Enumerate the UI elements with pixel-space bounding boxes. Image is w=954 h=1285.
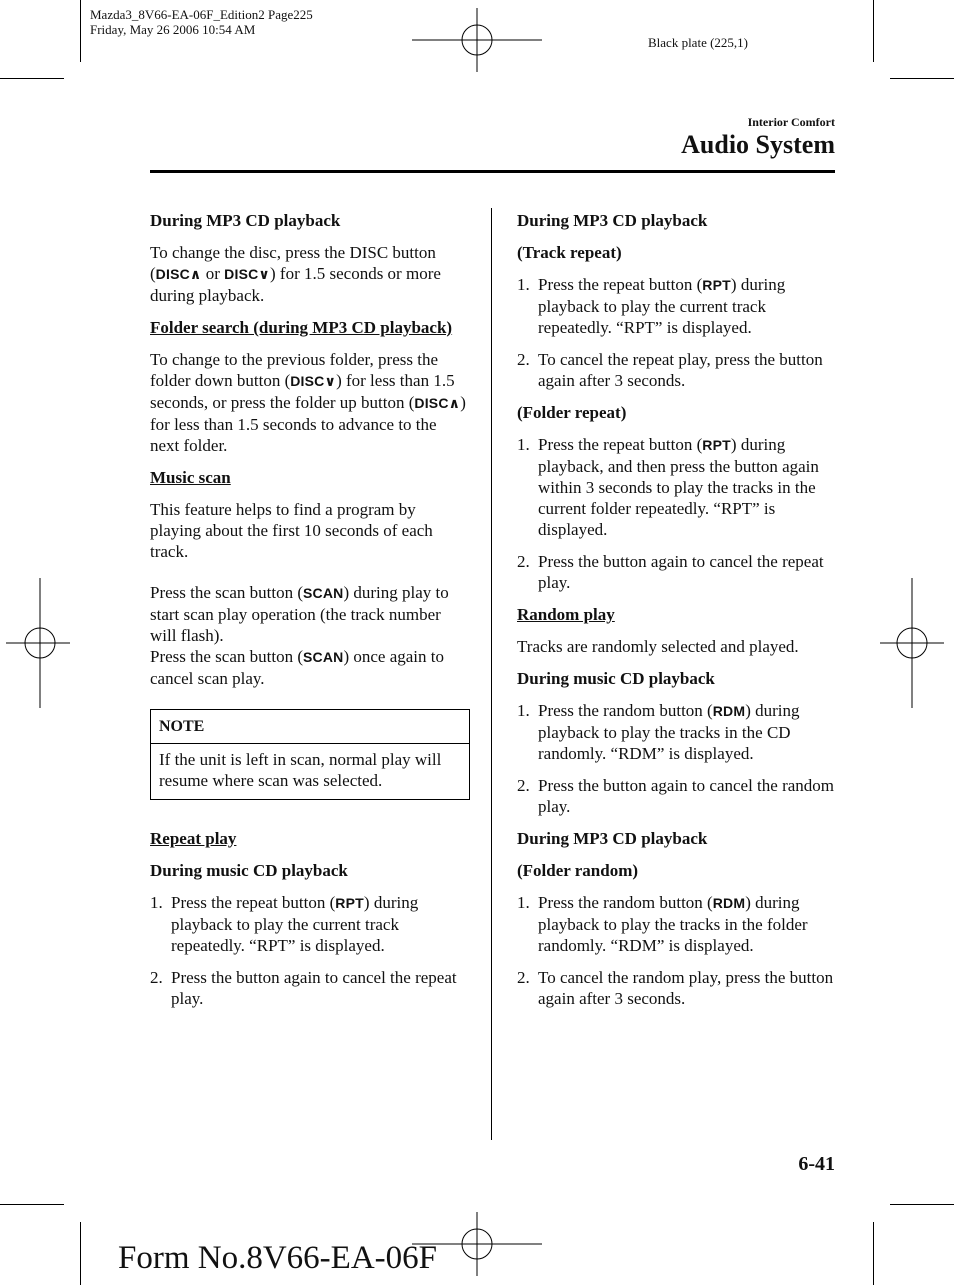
repeat-button-icon: RPT bbox=[702, 437, 731, 453]
left-column bbox=[150, 210, 470, 1020]
file-info-line: Mazda3_8V66-EA-06F_Edition2 Page225 bbox=[90, 7, 313, 22]
heading: During MP3 CD playback bbox=[517, 829, 708, 848]
crop-mark bbox=[873, 0, 874, 62]
paragraph: To change the disc, press the DISC button (DISC∧ or DISC∨) for 1.5 seconds or more during playback. bbox=[150, 243, 441, 305]
registration-mark-icon bbox=[412, 8, 542, 72]
repeat-button-icon: RPT bbox=[335, 895, 364, 911]
subheading: Folder search (during MP3 CD playback) bbox=[150, 318, 453, 337]
repeat-button-icon: RPT bbox=[702, 277, 731, 293]
crop-mark bbox=[0, 78, 64, 79]
heading: (Folder random) bbox=[517, 861, 639, 880]
paragraph: Press the scan button (SCAN) during play to start scan play operation (the track number will flash). bbox=[150, 583, 449, 645]
disc-up-button-icon: DISC∧ bbox=[155, 266, 202, 282]
paragraph: Press the scan button (SCAN) once again to cancel scan play. bbox=[150, 647, 445, 688]
disc-up-button-icon: DISC∧ bbox=[414, 395, 461, 411]
subheading: Repeat play bbox=[150, 829, 237, 848]
paragraph: Tracks are randomly selected and played. bbox=[517, 637, 799, 656]
section-label: Interior Comfort bbox=[747, 115, 835, 129]
list-item: 1. Press the random button (RDM) during playback to play the tracks in the folder randomly. “RDM” is displayed. bbox=[517, 893, 808, 955]
page-title: Audio System bbox=[681, 130, 835, 159]
list-item: 2. Press the button again to cancel the random play. bbox=[517, 776, 834, 816]
page-number: 6-41 bbox=[798, 1153, 835, 1175]
column-divider bbox=[491, 208, 492, 1140]
heading: During MP3 CD playback bbox=[517, 211, 708, 230]
crop-mark bbox=[890, 78, 954, 79]
disc-down-button-icon: DISC∨ bbox=[224, 266, 270, 282]
paragraph: To change to the previous folder, press the folder down button (DISC∨) for less than 1.5 seconds, or press the folder up button (DISC∧) for less than 1.5 seconds to advance to the next folder. bbox=[150, 350, 466, 455]
crop-mark bbox=[80, 1222, 81, 1285]
list-item: 2. Press the button again to cancel the repeat play. bbox=[517, 552, 824, 592]
file-info bbox=[90, 7, 313, 37]
header-rule bbox=[150, 170, 835, 173]
note-body: If the unit is left in scan, normal play will resume where scan was selected. bbox=[159, 750, 442, 790]
crop-mark bbox=[0, 1204, 64, 1205]
random-button-icon: RDM bbox=[712, 703, 746, 719]
list-item: 1. Press the random button (RDM) during playback to play the tracks in the CD randomly. “RDM” is displayed. bbox=[517, 701, 800, 763]
list-item: 2. To cancel the repeat play, press the button again after 3 seconds. bbox=[517, 350, 823, 390]
form-number: Form No.8V66-EA-06F bbox=[118, 1240, 437, 1276]
random-button-icon: RDM bbox=[712, 895, 746, 911]
subheading: Random play bbox=[517, 605, 615, 624]
crop-mark bbox=[80, 0, 81, 62]
list-item: 2. To cancel the random play, press the button again after 3 seconds. bbox=[517, 968, 834, 1008]
crop-mark bbox=[873, 1222, 874, 1285]
list-item: 1. Press the repeat button (RPT) during playback, and then press the button again within 3 seconds to play the tracks in the current folder repeatedly. “RPT” is displayed. bbox=[517, 435, 819, 539]
list-item: 1. Press the repeat button (RPT) during playback to play the current track repeatedly. “RPT” is displayed. bbox=[150, 893, 419, 955]
heading: (Track repeat) bbox=[517, 243, 622, 262]
heading: (Folder repeat) bbox=[517, 403, 627, 422]
plate-info: Black plate (225,1) bbox=[648, 35, 748, 50]
disc-down-button-icon: DISC∨ bbox=[290, 373, 337, 389]
file-info-line: Friday, May 26 2006 10:54 AM bbox=[90, 22, 256, 37]
note-title: NOTE bbox=[151, 710, 469, 744]
paragraph: This feature helps to find a program by playing about the first 10 seconds of each track. bbox=[150, 500, 433, 561]
scan-button-icon: SCAN bbox=[302, 649, 344, 665]
registration-mark-icon bbox=[880, 578, 944, 708]
right-column bbox=[517, 210, 837, 1020]
heading: During MP3 CD playback bbox=[150, 211, 341, 230]
crop-mark bbox=[890, 1204, 954, 1205]
heading: During music CD playback bbox=[150, 861, 348, 880]
subheading: Music scan bbox=[150, 468, 231, 487]
list-item: 2. Press the button again to cancel the repeat play. bbox=[150, 968, 457, 1008]
registration-mark-icon bbox=[6, 578, 70, 708]
scan-button-icon: SCAN bbox=[302, 585, 344, 601]
list-item: 1. Press the repeat button (RPT) during playback to play the current track repeatedly. “RPT” is displayed. bbox=[517, 275, 786, 337]
heading: During music CD playback bbox=[517, 669, 715, 688]
note-box bbox=[150, 709, 470, 800]
